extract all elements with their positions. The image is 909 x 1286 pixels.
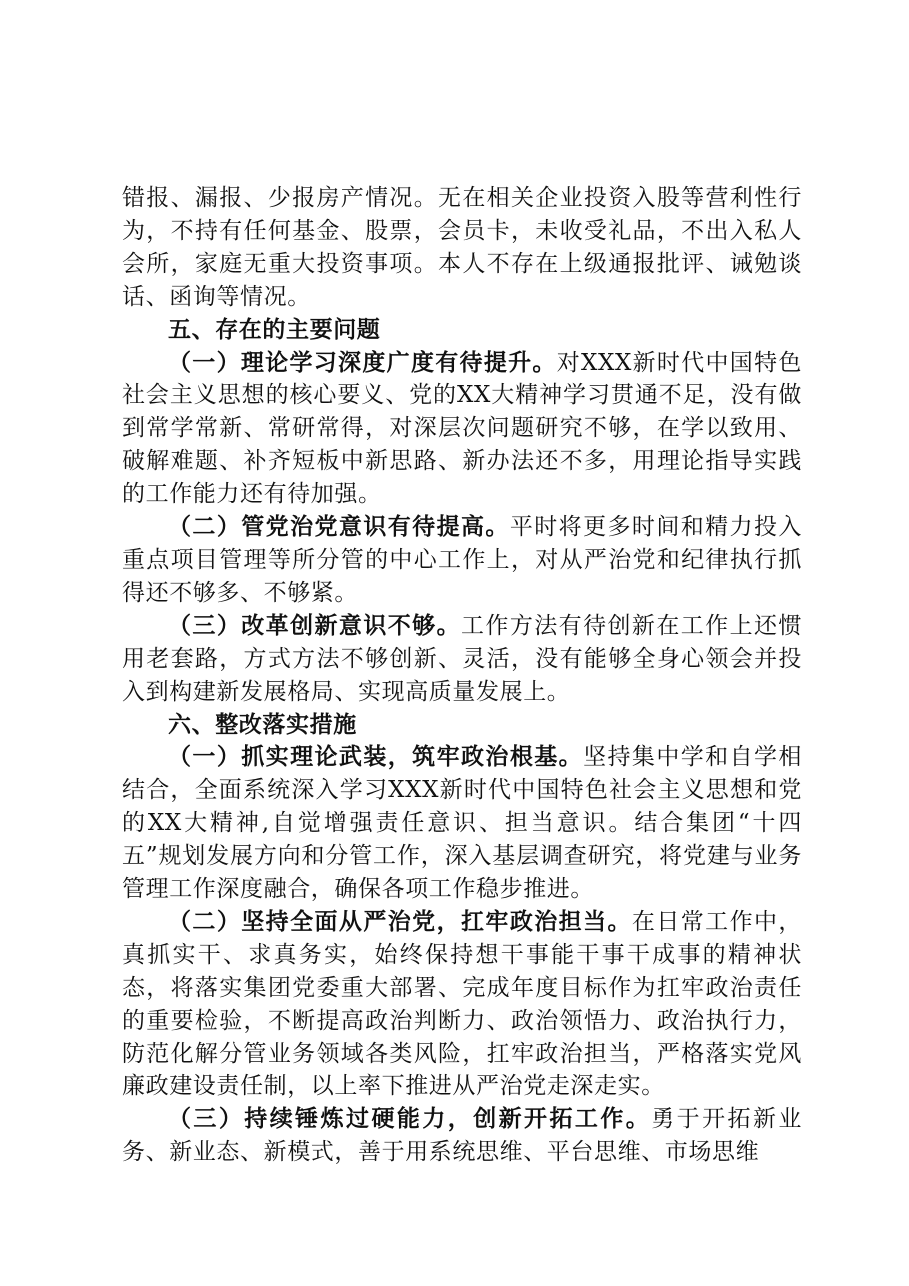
paragraph-text: 勇于开拓新业务、新业态、新模式，善于用系统思维、平台思维、市场思维	[122, 1106, 802, 1166]
paragraph-text: 在日常工作中，真抓实干、求真务实，始终保持想干事能干事干成事的精神状态，将落实集团党委重大部署、完成年度目标作为扛牢政治责任的重要检验，不断提高政治判断力、政治领悟力、政治执行力，防范化解分管业务领域各类风险，扛牢政治担当，严格落实党风廉政建设责任制，以上率下推进从严治党走深走实。	[122, 908, 803, 1100]
paragraph-text: 工作方法有待创新在工作上还惯用老套路，方式方法不够创新、灵活，没有能够全身心领会并投入到构建新发展格局、实现高质量发展上。	[122, 612, 803, 705]
paragraph-problem-1	[122, 347, 802, 512]
paragraph-lead: （二）坚持全面从严治党，扛牢政治担当。	[168, 907, 632, 935]
paragraph-lead: （三）改革创新意识不够。	[168, 611, 461, 639]
paragraph-text: 平时将更多时间和精力投入重点项目管理等所分管的中心工作上，对从严治党和纪律执行抓得还不够多、不够紧。	[122, 514, 803, 606]
paragraph-measure-2	[122, 906, 802, 1103]
paragraph-measure-3	[122, 1103, 802, 1169]
document-body	[122, 182, 802, 1169]
paragraph-continuation	[122, 182, 802, 314]
section-heading-measures: 六、整改落实措施	[168, 711, 357, 738]
paragraph-lead: （一）理论学习深度广度有待提升。	[168, 348, 557, 376]
paragraph-lead: （二）管党治党意识有待提高。	[168, 513, 510, 541]
paragraph-text: 错报、漏报、少报房产情况。无在相关企业投资入股等营利性行为，不持有任何基金、股票，会员卡，未收受礼品，不出入私人会所，家庭无重大投资事项。本人不存在上级通报批评、诫勉谈话、函询等情况。	[122, 185, 802, 310]
paragraph-problem-2	[122, 511, 802, 610]
paragraph-lead: （一）抓实理论武装，筑牢政治根基。	[168, 743, 584, 771]
paragraph-text: 对XXX新时代中国特色社会主义思想的核心要义、党的XX大精神学习贯通不足，没有做到常学常新、常研常得，对深层次问题研究不够，在学以致用、破解难题、补齐短板中新思路、新办法还不多，用理论指导实践的工作能力还有待加强。	[122, 349, 802, 508]
paragraph-problem-3	[122, 610, 802, 709]
paragraph-text: 坚持集中学和自学相结合，全面系统深入学习XXX新时代中国特色社会主义思想和党的XX大精神,自觉增强责任意识、担当意识。结合集团“十四五”规划发展方向和分管工作，深入基层调查研究，将党建与业务管理工作深度融合，确保各项工作稳步推进。	[122, 744, 803, 903]
paragraph-lead: （三）持续锤炼过硬能力，创新开拓工作。	[168, 1105, 652, 1133]
paragraph-measure-1	[122, 741, 802, 906]
section-heading-problems: 五、存在的主要问题	[168, 316, 381, 343]
